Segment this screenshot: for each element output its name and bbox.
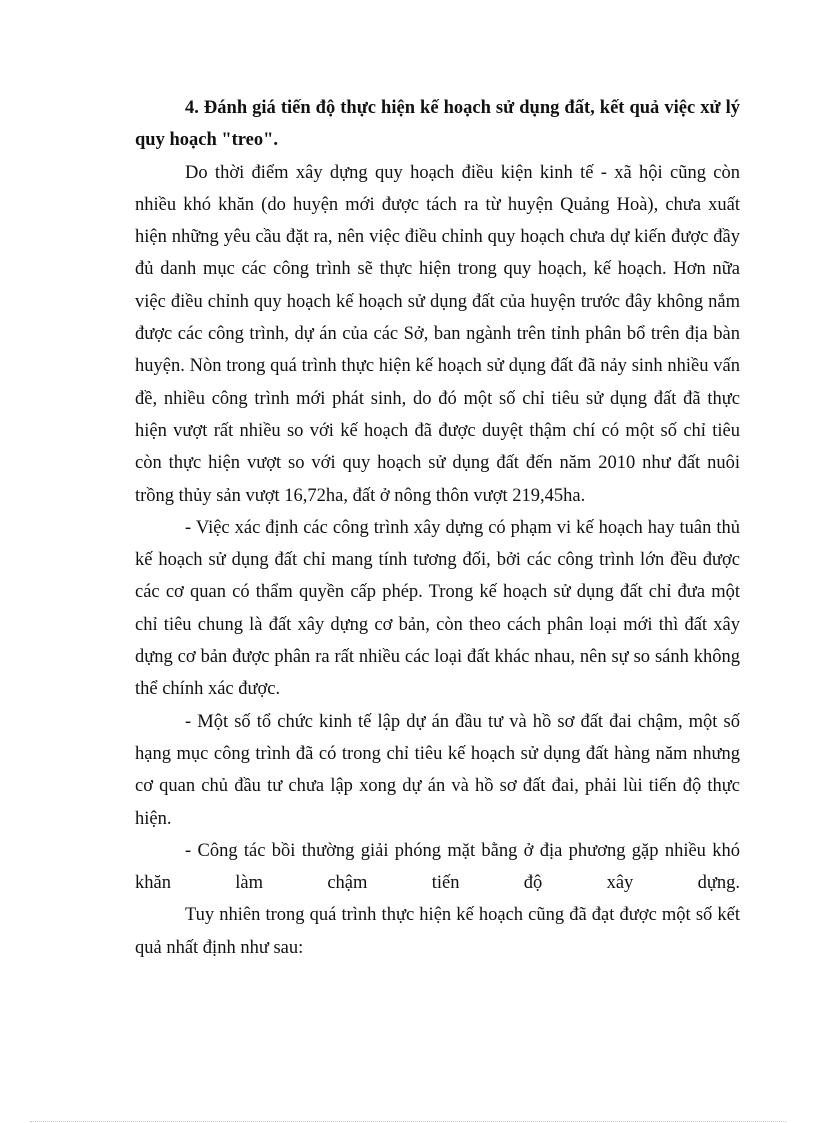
paragraph-bullet-compensation: - Công tác bồi thường giải phóng mặt bằng ở địa phương gặp nhiều khó khăn làm chậm tiến độ xây dựng. — [135, 840, 740, 894]
paragraph-bullet-scope: - Việc xác định các công trình xây dựng có phạm vi kế hoạch hay tuân thủ kế hoạch sử dụng đất chỉ mang tính tương đối, bởi các công trình lớn đều được các cơ quan có thẩm quyền cấp phép. Trong kế hoạch sử dụng đất chỉ đưa một chỉ tiêu chung là đất xây dựng cơ bản, còn theo cách phân loại mới thì đất xây dựng cơ bản được phân ra rất nhiều các loại đất khác nhau, nên sự so sánh không thể chính xác được. — [135, 517, 740, 700]
section-heading: 4. Đánh giá tiến độ thực hiện kế hoạch sử dụng đất, kết quả việc xử lý quy hoạch "treo". — [135, 98, 740, 151]
paragraph-bullet-delay: - Một số tổ chức kinh tế lập dự án đầu tư và hồ sơ đất đai chậm, một số hạng mục công trình đã có trong chỉ tiêu kế hoạch sử dụng đất hàng năm nhưng cơ quan chủ đầu tư chưa lập xong dự án và hồ sơ đất đai, phải lùi tiến độ thực hiện. — [135, 711, 740, 829]
paragraph-results-intro: Tuy nhiên trong quá trình thực hiện kế hoạch cũng đã đạt được một số kết quả nhất định như sau: — [135, 905, 740, 958]
paragraph-context: Do thời điểm xây dựng quy hoạch điều kiện kinh tế - xã hội cũng còn nhiều khó khăn (do huyện mới được tách ra từ huyện Quảng Hoà), chưa xuất hiện những yêu cầu đặt ra, nên việc điều chỉnh quy hoạch chưa dự kiến được đầy đủ danh mục các công trình sẽ thực hiện trong quy hoạch, kế hoạch. Hơn nữa việc điều chỉnh quy hoạch kế hoạch sử dụng đất của huyện trước đây không nắm được các công trình, dự án của các Sở, ban ngành trên tỉnh phân bổ trên địa bàn huyện. Nòn trong quá trình thực hiện kế hoạch sử dụng đất đã nảy sinh nhiều vấn đề, nhiều công trình mới phát sinh, do đó một số chỉ tiêu sử dụng đất đã thực hiện vượt rất nhiều so với kế hoạch đã được duyệt thậm chí có một số chỉ tiêu còn thực hiện vượt so với quy hoạch sử dụng đất đến năm 2010 như đất nuôi trồng thủy sản vượt 16,72ha, đất ở nông thôn vượt 219,45ha. — [135, 162, 740, 506]
document-body — [135, 92, 740, 964]
page-bottom-divider — [30, 1121, 786, 1122]
